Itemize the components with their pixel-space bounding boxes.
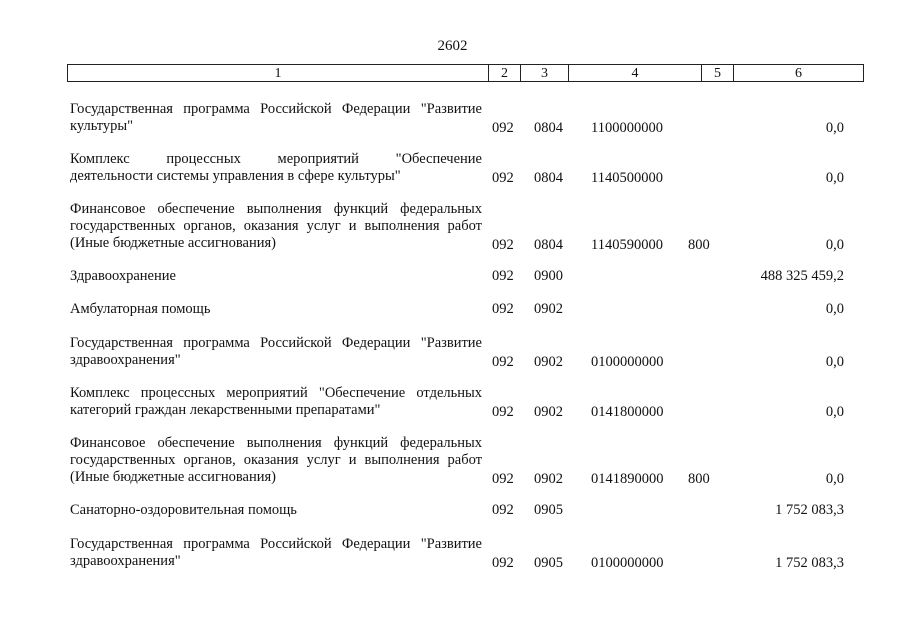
row-name-line: здравоохранения" (70, 352, 181, 368)
row-name-line: государственных органов, оказания услуг и выполнения работ (70, 218, 482, 234)
row-amount: 0,0 (825, 471, 844, 487)
row-name (70, 268, 482, 285)
row-expense-kind: 800 (688, 471, 710, 487)
page-number: 2602 (437, 38, 468, 54)
row-expense-kind: 800 (688, 237, 710, 253)
row-name (70, 385, 482, 419)
row-amount: 0,0 (825, 170, 844, 186)
row-name (70, 502, 482, 519)
row-section-code: 0804 (534, 120, 563, 136)
row-name (70, 435, 482, 486)
row-target-code: 0141890000 (591, 471, 664, 487)
row-amount: 0,0 (825, 354, 844, 370)
row-name-line: Амбулаторная помощь (70, 301, 211, 317)
row-section-code: 0905 (534, 555, 563, 571)
header-col-3: 3 (521, 65, 569, 81)
row-ministry-code: 092 (492, 237, 514, 253)
row-name (70, 301, 482, 318)
row-amount: 0,0 (825, 120, 844, 136)
row-name-line: (Иные бюджетные ассигнования) (70, 235, 277, 251)
row-name-line: Государственная программа Российской Федерации "Развитие (70, 536, 482, 552)
row-target-code: 0100000000 (591, 555, 664, 571)
row-name-line: культуры" (70, 118, 134, 134)
row-target-code: 1140590000 (591, 237, 663, 253)
row-name-line: Санаторно-оздоровительная помощь (70, 502, 297, 518)
row-name-line: Государственная программа Российской Федерации "Развитие (70, 335, 482, 351)
row-amount: 0,0 (825, 301, 844, 317)
row-ministry-code: 092 (492, 404, 514, 420)
row-section-code: 0902 (534, 404, 563, 420)
row-section-code: 0902 (534, 301, 563, 317)
row-section-code: 0804 (534, 237, 563, 253)
row-name (70, 536, 482, 570)
row-name-line: государственных органов, оказания услуг и выполнения работ (70, 452, 482, 468)
row-name (70, 335, 482, 369)
table-header (67, 64, 864, 82)
row-amount: 488 325 459,2 (760, 268, 844, 284)
row-ministry-code: 092 (492, 354, 514, 370)
row-target-code: 1100000000 (591, 120, 663, 136)
row-section-code: 0902 (534, 354, 563, 370)
row-name-line: (Иные бюджетные ассигнования) (70, 469, 277, 485)
row-section-code: 0905 (534, 502, 563, 518)
row-name-line: категорий граждан лекарственными препаратами" (70, 402, 381, 418)
row-ministry-code: 092 (492, 120, 514, 136)
header-col-5: 5 (702, 65, 734, 81)
row-name-line: Финансовое обеспечение выполнения функций федеральных (70, 435, 482, 451)
header-col-2: 2 (489, 65, 521, 81)
row-name-line: Комплекс процессных мероприятий "Обеспечение (70, 151, 482, 167)
row-amount: 1 752 083,3 (775, 502, 844, 518)
row-name (70, 101, 482, 135)
row-name-line: деятельности системы управления в сфере культуры" (70, 168, 401, 184)
row-name (70, 201, 482, 252)
header-col-1: 1 (68, 65, 489, 81)
row-target-code: 0100000000 (591, 354, 664, 370)
row-target-code: 1140500000 (591, 170, 663, 186)
row-ministry-code: 092 (492, 268, 514, 284)
row-ministry-code: 092 (492, 471, 514, 487)
row-section-code: 0804 (534, 170, 563, 186)
row-amount: 1 752 083,3 (775, 555, 844, 571)
row-name-line: Комплекс процессных мероприятий "Обеспечение отдельных (70, 385, 482, 401)
row-name-line: здравоохранения" (70, 553, 181, 569)
row-ministry-code: 092 (492, 502, 514, 518)
row-name (70, 151, 482, 185)
row-amount: 0,0 (825, 237, 844, 253)
row-amount: 0,0 (825, 404, 844, 420)
row-ministry-code: 092 (492, 301, 514, 317)
row-name-line: Государственная программа Российской Федерации "Развитие (70, 101, 482, 117)
header-col-4: 4 (569, 65, 702, 81)
row-section-code: 0900 (534, 268, 563, 284)
row-target-code: 0141800000 (591, 404, 664, 420)
row-section-code: 0902 (534, 471, 563, 487)
row-name-line: Финансовое обеспечение выполнения функций федеральных (70, 201, 482, 217)
row-ministry-code: 092 (492, 170, 514, 186)
row-ministry-code: 092 (492, 555, 514, 571)
header-col-6: 6 (795, 66, 802, 81)
row-name-line: Здравоохранение (70, 268, 176, 284)
